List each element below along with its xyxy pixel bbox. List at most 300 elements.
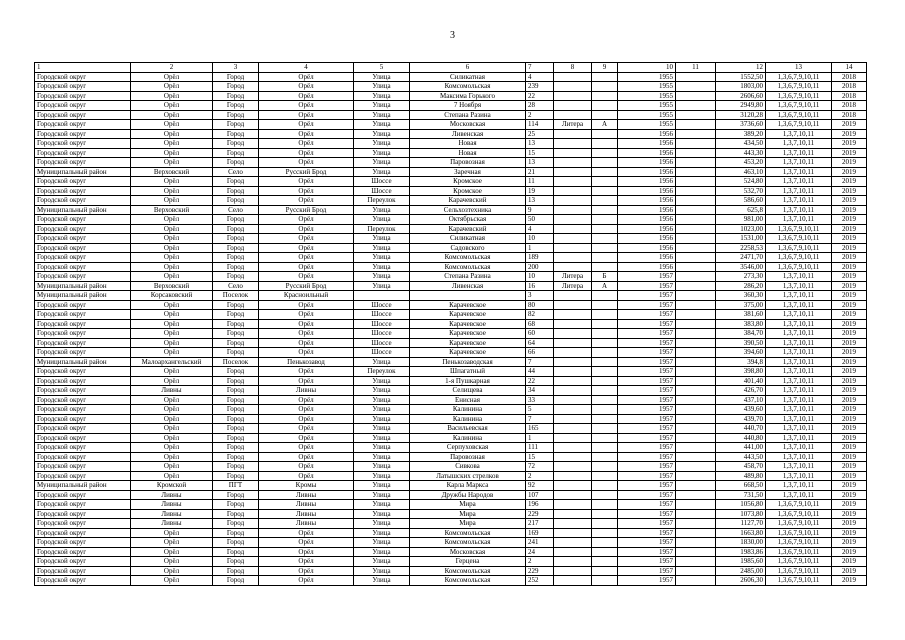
table-cell-col-10: 1956: [618, 129, 676, 139]
table-cell-col-14: 2019: [832, 224, 867, 234]
table-cell-col-12: 3736,60: [716, 120, 766, 130]
table-cell-col-10: 1957: [618, 367, 676, 377]
table-row: [35, 481, 867, 491]
table-cell-col-2: Орёл: [131, 82, 213, 92]
table-cell-col-2: Малоархангельский: [131, 357, 213, 367]
table-cell-col-3: Город: [213, 329, 259, 339]
table-cell-col-7: 66: [526, 348, 554, 358]
table-cell-col-9: [592, 471, 618, 481]
table-cell-col-1: Городской округ: [35, 386, 131, 396]
table-cell-col-6: Комсомольская: [410, 566, 526, 576]
table-cell-col-6: Паровозная: [410, 452, 526, 462]
table-cell-col-8: [554, 538, 592, 548]
table-cell-col-8: [554, 462, 592, 472]
table-cell-col-4: Орёл: [259, 253, 354, 263]
table-cell-col-10: 1957: [618, 509, 676, 519]
table-cell-col-11: [676, 357, 716, 367]
table-cell-col-3: Город: [213, 234, 259, 244]
table-cell-col-6: Октябрьская: [410, 215, 526, 225]
table-cell-col-11: [676, 234, 716, 244]
table-cell-col-3: Город: [213, 376, 259, 386]
table-cell-col-4: Орёл: [259, 196, 354, 206]
table-cell-col-7: 44: [526, 367, 554, 377]
table-cell-col-9: Б: [592, 272, 618, 282]
table-cell-col-8: [554, 338, 592, 348]
table-cell-col-10: 1957: [618, 338, 676, 348]
table-cell-col-6: Садовского: [410, 243, 526, 253]
table-cell-col-4: Орёл: [259, 348, 354, 358]
table-cell-col-6: Карачевский: [410, 196, 526, 206]
table-cell-col-9: [592, 129, 618, 139]
table-cell-col-14: 2019: [832, 300, 867, 310]
table-cell-col-13: 1,3,6,7,9,10,11: [766, 253, 832, 263]
table-cell-col-10: 1957: [618, 281, 676, 291]
table-cell-col-1: Городской округ: [35, 253, 131, 263]
table-cell-col-8: [554, 215, 592, 225]
table-cell-col-2: Орёл: [131, 395, 213, 405]
table-cell-col-7: 28: [526, 101, 554, 111]
table-cell-col-10: 1957: [618, 376, 676, 386]
table-cell-col-14: 2019: [832, 471, 867, 481]
table-cell-col-11: [676, 490, 716, 500]
table-cell-col-6: Серпуховская: [410, 443, 526, 453]
table-cell-col-2: Орёл: [131, 348, 213, 358]
table-cell-col-11: [676, 158, 716, 168]
table-cell-col-12: 2471,70: [716, 253, 766, 263]
table-cell-col-3: Город: [213, 243, 259, 253]
table-cell-col-1: Муниципальный район: [35, 481, 131, 491]
table-cell-col-10: 1956: [618, 253, 676, 263]
table-cell-col-4: Орёл: [259, 139, 354, 149]
table-cell-col-12: 1663,80: [716, 528, 766, 538]
table-cell-col-14: 2019: [832, 338, 867, 348]
table-cell-col-10: 1957: [618, 452, 676, 462]
table-cell-col-9: [592, 338, 618, 348]
table-cell-col-7: 4: [526, 72, 554, 82]
table-cell-col-3: Город: [213, 272, 259, 282]
table-cell-col-14: 2019: [832, 490, 867, 500]
table-cell-col-9: [592, 424, 618, 434]
table-cell-col-8: [554, 481, 592, 491]
table-row: [35, 433, 867, 443]
table-cell-col-13: 1,3,7,10,11: [766, 158, 832, 168]
table-cell-col-12: 401,40: [716, 376, 766, 386]
table-cell-col-14: 2019: [832, 139, 867, 149]
table-cell-col-7: 13: [526, 158, 554, 168]
table-cell-col-10: 1955: [618, 82, 676, 92]
table-cell-col-1: Городской округ: [35, 376, 131, 386]
table-cell-col-13: 1,3,7,10,11: [766, 367, 832, 377]
table-cell-col-9: [592, 139, 618, 149]
table-cell-col-10: 1957: [618, 329, 676, 339]
table-cell-col-5: Улица: [354, 110, 410, 120]
table-cell-col-4: Орёл: [259, 566, 354, 576]
table-row: [35, 500, 867, 510]
table-cell-col-2: Орёл: [131, 462, 213, 472]
table-cell-col-13: 1,3,7,10,11: [766, 481, 832, 491]
table-cell-col-2: Орёл: [131, 367, 213, 377]
table-cell-col-10: 1957: [618, 424, 676, 434]
table-cell-col-1: Городской округ: [35, 186, 131, 196]
table-cell-col-14: 2019: [832, 186, 867, 196]
table-cell-col-9: [592, 481, 618, 491]
table-cell-col-9: [592, 148, 618, 158]
table-cell-col-7: 10: [526, 234, 554, 244]
table-cell-col-9: [592, 348, 618, 358]
table-cell-col-14: 2019: [832, 291, 867, 301]
table-cell-col-10: 1955: [618, 110, 676, 120]
table-cell-col-11: [676, 452, 716, 462]
table-cell-col-6: Комсомольская: [410, 538, 526, 548]
table-cell-col-4: Орёл: [259, 300, 354, 310]
table-cell-col-10: 1956: [618, 167, 676, 177]
table-cell-col-12: 389,20: [716, 129, 766, 139]
table-cell-col-4: Орёл: [259, 329, 354, 339]
table-cell-col-9: [592, 319, 618, 329]
table-cell-col-5: Шоссе: [354, 300, 410, 310]
table-cell-col-4: Орёл: [259, 129, 354, 139]
table-cell-col-11: [676, 196, 716, 206]
table-row: [35, 348, 867, 358]
table-cell-col-8: [554, 148, 592, 158]
table-cell-col-11: [676, 281, 716, 291]
table-cell-col-11: [676, 433, 716, 443]
table-cell-col-3: Город: [213, 72, 259, 82]
table-cell-col-13: 1,3,7,10,11: [766, 139, 832, 149]
table-cell-col-1: Городской округ: [35, 452, 131, 462]
table-row: [35, 310, 867, 320]
table-cell-col-14: 2019: [832, 433, 867, 443]
table-cell-col-7: 80: [526, 300, 554, 310]
table-cell-col-7: 252: [526, 576, 554, 586]
table-cell-col-7: 9: [526, 205, 554, 215]
table-cell-col-11: [676, 481, 716, 491]
table-cell-col-13: 1,3,7,10,11: [766, 414, 832, 424]
table-cell-col-3: Город: [213, 262, 259, 272]
table-cell-col-6: Дружбы Народов: [410, 490, 526, 500]
table-row: [35, 452, 867, 462]
table-cell-col-5: Улица: [354, 120, 410, 130]
table-cell-col-2: Орёл: [131, 101, 213, 111]
table-cell-col-11: [676, 291, 716, 301]
table-cell-col-12: 439,60: [716, 405, 766, 415]
table-cell-col-8: [554, 291, 592, 301]
table-cell-col-9: [592, 376, 618, 386]
table-cell-col-14: 2019: [832, 319, 867, 329]
table-cell-col-3: Город: [213, 452, 259, 462]
table-row: [35, 215, 867, 225]
table-cell-col-3: Село: [213, 167, 259, 177]
table-cell-col-10: 1957: [618, 557, 676, 567]
table-cell-col-14: 2019: [832, 167, 867, 177]
table-cell-col-11: [676, 424, 716, 434]
table-cell-col-8: [554, 196, 592, 206]
table-cell-col-2: Орёл: [131, 338, 213, 348]
table-cell-col-13: 1,3,7,10,11: [766, 205, 832, 215]
table-cell-col-2: Ливны: [131, 519, 213, 529]
table-cell-col-13: 1,3,7,10,11: [766, 186, 832, 196]
table-cell-col-11: [676, 262, 716, 272]
table-cell-col-11: [676, 215, 716, 225]
table-row: [35, 291, 867, 301]
table-cell-col-9: [592, 490, 618, 500]
table-cell-col-5: Улица: [354, 414, 410, 424]
table-cell-col-10: 1957: [618, 566, 676, 576]
registry-table: [34, 62, 867, 586]
table-cell-col-9: [592, 205, 618, 215]
table-cell-col-4: Орёл: [259, 319, 354, 329]
table-cell-col-13: 1,3,6,7,9,10,11: [766, 110, 832, 120]
table-cell-col-3: Город: [213, 148, 259, 158]
table-cell-col-1: Городской округ: [35, 329, 131, 339]
table-cell-col-7: 13: [526, 139, 554, 149]
table-cell-col-8: [554, 329, 592, 339]
table-cell-col-6: Латышских стрелков: [410, 471, 526, 481]
table-cell-col-14: 2019: [832, 357, 867, 367]
table-cell-col-4: Орёл: [259, 405, 354, 415]
table-body: [35, 63, 867, 586]
table-cell-col-6: Степана Разина: [410, 272, 526, 282]
table-cell-col-6: Силикатная: [410, 72, 526, 82]
table-cell-col-13: 1,3,7,10,11: [766, 424, 832, 434]
table-cell-col-13: 1,3,7,10,11: [766, 167, 832, 177]
table-cell-col-13: 1,3,7,10,11: [766, 215, 832, 225]
table-cell-col-11: [676, 414, 716, 424]
table-cell-col-1: Городской округ: [35, 310, 131, 320]
table-cell-col-3: Город: [213, 509, 259, 519]
table-cell-col-6: Паровозная: [410, 158, 526, 168]
table-cell-col-7: 241: [526, 538, 554, 548]
table-cell-col-9: [592, 329, 618, 339]
table-row: [35, 186, 867, 196]
table-cell-col-7: 21: [526, 167, 554, 177]
table-row: [35, 139, 867, 149]
table-cell-col-11: [676, 148, 716, 158]
table-cell-col-10: 1957: [618, 471, 676, 481]
table-row: [35, 528, 867, 538]
table-cell-col-11: [676, 82, 716, 92]
table-cell-col-13: 1,3,7,10,11: [766, 338, 832, 348]
table-cell-col-10: 1955: [618, 72, 676, 82]
table-cell-col-14: 2019: [832, 386, 867, 396]
table-cell-col-1: Городской округ: [35, 367, 131, 377]
table-cell-col-14: 2019: [832, 557, 867, 567]
table-cell-col-4: Орёл: [259, 243, 354, 253]
table-cell-col-10: 1957: [618, 348, 676, 358]
table-cell-col-9: [592, 462, 618, 472]
table-cell-col-13: 1,3,6,7,9,10,11: [766, 538, 832, 548]
table-cell-col-12: 1056,80: [716, 500, 766, 510]
table-cell-col-4: Орёл: [259, 262, 354, 272]
table-cell-col-7: 50: [526, 215, 554, 225]
table-cell-col-4: Орёл: [259, 234, 354, 244]
table-cell-col-10: 1956: [618, 215, 676, 225]
table-cell-col-9: [592, 300, 618, 310]
table-cell-col-7: 72: [526, 462, 554, 472]
table-cell-col-14: 2019: [832, 538, 867, 548]
table-cell-col-1: Городской округ: [35, 500, 131, 510]
table-cell-col-5: Улица: [354, 528, 410, 538]
table-cell-col-5: Улица: [354, 519, 410, 529]
table-cell-col-7: 7: [526, 357, 554, 367]
table-cell-col-1: Городской округ: [35, 538, 131, 548]
table-cell-col-11: [676, 557, 716, 567]
table-cell-col-11: [676, 224, 716, 234]
table-cell-col-8: Литера: [554, 120, 592, 130]
table-cell-col-1: Городской округ: [35, 424, 131, 434]
table-cell-col-2: Орёл: [131, 215, 213, 225]
table-cell-col-12: 375,00: [716, 300, 766, 310]
table-cell-col-4: Орёл: [259, 395, 354, 405]
table-cell-col-3: Город: [213, 215, 259, 225]
table-cell-col-9: [592, 253, 618, 263]
table-cell-col-3: Поселок: [213, 357, 259, 367]
table-cell-col-9: [592, 367, 618, 377]
table-cell-col-14: 2018: [832, 82, 867, 92]
table-cell-col-4: Орёл: [259, 576, 354, 586]
table-row: [35, 110, 867, 120]
table-cell-col-5: Переулок: [354, 196, 410, 206]
table-cell-col-1: Городской округ: [35, 395, 131, 405]
table-cell-col-6: Карачевское: [410, 310, 526, 320]
table-cell-col-13: 1,3,6,7,9,10,11: [766, 509, 832, 519]
table-cell-col-5: Улица: [354, 471, 410, 481]
table-cell-col-13: 1,3,6,7,9,10,11: [766, 91, 832, 101]
table-cell-col-13: 1,3,6,7,9,10,11: [766, 82, 832, 92]
table-cell-col-14: 2019: [832, 481, 867, 491]
table-row: [35, 272, 867, 282]
table-cell-col-5: Шоссе: [354, 319, 410, 329]
table-cell-col-3: Город: [213, 471, 259, 481]
table-cell-col-12: 360,30: [716, 291, 766, 301]
table-cell-col-6: Кромское: [410, 177, 526, 187]
table-cell-col-11: [676, 205, 716, 215]
table-cell-col-4: Орёл: [259, 376, 354, 386]
table-row: [35, 547, 867, 557]
table-cell-col-8: [554, 139, 592, 149]
table-cell-col-6: Новая: [410, 139, 526, 149]
table-cell-col-11: [676, 139, 716, 149]
table-cell-col-13: 1,3,7,10,11: [766, 386, 832, 396]
table-cell-col-2: Орёл: [131, 177, 213, 187]
table-cell-col-2: Орёл: [131, 566, 213, 576]
table-cell-col-10: 1957: [618, 443, 676, 453]
table-cell-col-6: Сельхозтехника: [410, 205, 526, 215]
table-cell-col-6: Мира: [410, 500, 526, 510]
table-cell-col-5: Улица: [354, 462, 410, 472]
table-cell-col-5: Улица: [354, 148, 410, 158]
table-cell-col-8: [554, 224, 592, 234]
table-cell-col-5: Улица: [354, 443, 410, 453]
table-cell-col-1: Муниципальный район: [35, 357, 131, 367]
table-cell-col-11: [676, 91, 716, 101]
table-cell-col-6: Енисная: [410, 395, 526, 405]
table-cell-col-7: 2: [526, 110, 554, 120]
table-cell-col-1: Городской округ: [35, 234, 131, 244]
table-cell-col-1: Муниципальный район: [35, 281, 131, 291]
table-cell-col-14: 2019: [832, 405, 867, 415]
table-cell-col-5: Улица: [354, 395, 410, 405]
table-cell-col-3: Город: [213, 576, 259, 586]
table-cell-col-14: 2019: [832, 253, 867, 263]
table-cell-col-6: Герцена: [410, 557, 526, 567]
table-cell-col-13: 1,3,7,10,11: [766, 319, 832, 329]
table-cell-col-2: Орёл: [131, 243, 213, 253]
table-cell-col-11: 11: [676, 63, 716, 73]
table-cell-col-1: Городской округ: [35, 148, 131, 158]
table-cell-col-3: Город: [213, 414, 259, 424]
table-cell-col-2: Орёл: [131, 148, 213, 158]
table-cell-col-14: 2018: [832, 91, 867, 101]
table-cell-col-3: Город: [213, 310, 259, 320]
table-cell-col-4: Орёл: [259, 443, 354, 453]
table-cell-col-5: Шоссе: [354, 310, 410, 320]
table-cell-col-14: 2019: [832, 414, 867, 424]
table-cell-col-4: Орёл: [259, 82, 354, 92]
table-cell-col-13: 1,3,6,7,9,10,11: [766, 101, 832, 111]
table-cell-col-8: [554, 443, 592, 453]
table-cell-col-8: [554, 557, 592, 567]
table-row: [35, 566, 867, 576]
table-cell-col-2: Орёл: [131, 376, 213, 386]
table-cell-col-7: 92: [526, 481, 554, 491]
table-cell-col-11: [676, 386, 716, 396]
table-cell-col-14: 2018: [832, 101, 867, 111]
table-cell-col-11: [676, 129, 716, 139]
table-cell-col-1: Городской округ: [35, 272, 131, 282]
table-cell-col-6: Степана Разина: [410, 110, 526, 120]
table-cell-col-4: Орёл: [259, 186, 354, 196]
table-cell-col-2: Орёл: [131, 253, 213, 263]
table-cell-col-4: Русский Брод: [259, 205, 354, 215]
table-cell-col-13: 1,3,7,10,11: [766, 462, 832, 472]
table-cell-col-9: [592, 566, 618, 576]
table-cell-col-8: [554, 357, 592, 367]
table-cell-col-8: [554, 547, 592, 557]
table-cell-col-7: 25: [526, 129, 554, 139]
table-cell-col-9: [592, 405, 618, 415]
table-cell-col-3: Город: [213, 224, 259, 234]
table-cell-col-13: 1,3,6,7,9,10,11: [766, 576, 832, 586]
table-cell-col-7: 15: [526, 148, 554, 158]
table-cell-col-10: 1957: [618, 481, 676, 491]
table-cell-col-1: Городской округ: [35, 300, 131, 310]
table-cell-col-1: 1: [35, 63, 131, 73]
table-row: [35, 395, 867, 405]
table-cell-col-3: Город: [213, 300, 259, 310]
table-cell-col-11: [676, 319, 716, 329]
table-cell-col-8: [554, 129, 592, 139]
table-cell-col-4: Орёл: [259, 101, 354, 111]
table-cell-col-11: [676, 253, 716, 263]
table-cell-col-14: 2019: [832, 576, 867, 586]
table-cell-col-8: [554, 348, 592, 358]
table-cell-col-12: 731,50: [716, 490, 766, 500]
table-cell-col-13: 1,3,6,7,9,10,11: [766, 547, 832, 557]
table-cell-col-8: [554, 367, 592, 377]
table-cell-col-9: [592, 234, 618, 244]
table-cell-col-5: Улица: [354, 424, 410, 434]
table-cell-col-2: Орёл: [131, 424, 213, 434]
table-cell-col-12: 1552,50: [716, 72, 766, 82]
table-cell-col-1: Муниципальный район: [35, 291, 131, 301]
table-cell-col-11: [676, 547, 716, 557]
table-cell-col-9: [592, 519, 618, 529]
table-cell-col-12: 1830,00: [716, 538, 766, 548]
table-cell-col-6: Мира: [410, 519, 526, 529]
table-cell-col-13: 1,3,6,7,9,10,11: [766, 262, 832, 272]
table-cell-col-13: 1,3,6,7,9,10,11: [766, 566, 832, 576]
